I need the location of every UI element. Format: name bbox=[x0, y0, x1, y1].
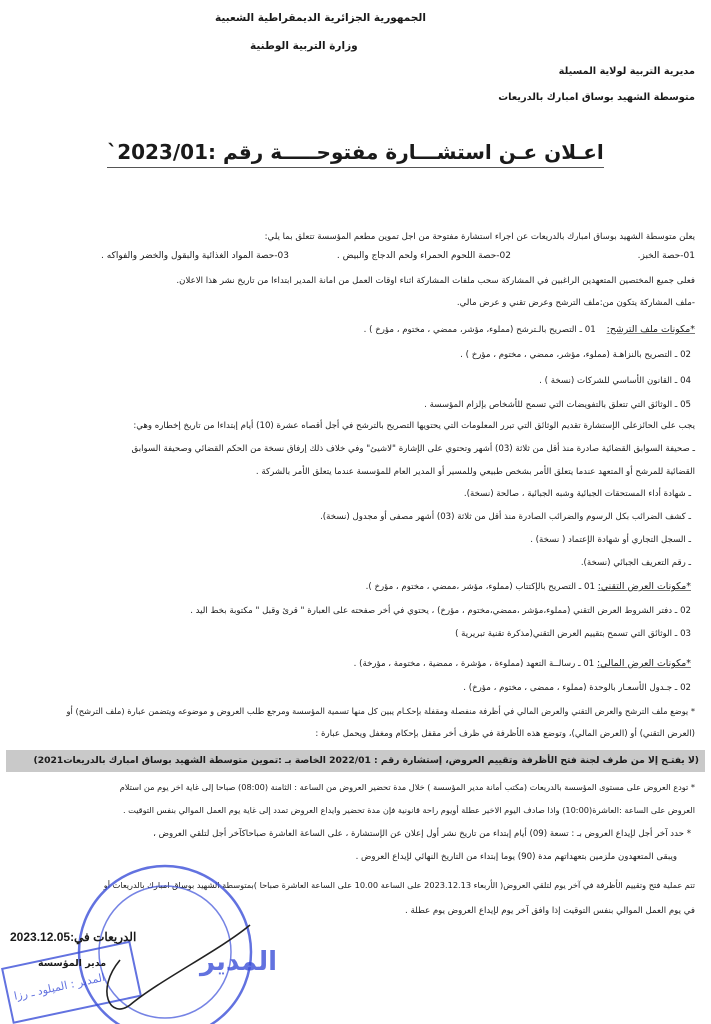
tax-certificate: ـ شهادة أداء المستحقات الجبائية وشبه الجبائية ، صالحة (نسخة). bbox=[463, 489, 691, 499]
school-name: متوسطة الشهيد بوساق امبارك بالدريعات bbox=[498, 92, 695, 103]
lot-3: 03-حصة المواد الغذائية والبقول والخضر والفواكه . bbox=[101, 251, 289, 261]
deposit-text-1: * تودع العروض على مستوى المؤسسة بالدريعات (مكتب أمانة مدير المؤسسة ) خلال مدة تحضير العروض من الساعة : الثامنة (08:00) صباحا إلى غاية اخر يوم من استلام bbox=[119, 782, 695, 792]
candidacy-item-02: 02 ـ التصريح بالنزاهـة (مملوء، مؤشر، ممضي ، مختوم ، مؤرخ ) . bbox=[460, 350, 691, 360]
envelope-text-1: * يوضع ملف الترشح والعرض التقني والعرض المالي في أظرفة منفصلة ومقفلة بإحكـام يبين كل منها تسمية المؤسسة ومرجع طلب العروض و موضوعه ويتضمن عبارة (ملف الترشح) أو bbox=[66, 706, 695, 716]
financial-heading: *مكونات العرض المالي: bbox=[596, 658, 691, 669]
technical-item-01: 01 ـ التصريح بالإكتتاب (مملوء، مؤشر ،ممضي ، مختوم ، مؤرخ ). bbox=[365, 582, 595, 592]
invite-text: فعلى جميع المختصين المتعهدين الراغبين في المشاركة سحب ملفات المشاركة اثناء اوقات العمل من امانة المدير ابتداءا من تاريخ نشر هذا الاعلان. bbox=[176, 276, 695, 286]
technical-heading: *مكونات العرض التقني: bbox=[597, 581, 691, 592]
candidacy-item-05: 05 ـ الوثائق التي تتعلق بالتفويضات التي تسمح للأشخاص بإلزام المؤسسة . bbox=[424, 400, 691, 410]
lot-2: 02-حصة اللحوم الحمراء ولحم الدجاج والبيض . bbox=[336, 251, 511, 261]
financial-section bbox=[8, 658, 691, 670]
must-text: يجب على الحائزعلى الإستشارة تقديم الوثائق التي تبرر المعلومات التي يحتويها التصريح بالترشح في أجل أقصاه عشرة (10) أيام إبتداءا من تاريخ إخطاره وهي: bbox=[133, 421, 695, 431]
deadline-text: * حدد آخر أجل لإيداع العروض بـ : تسعة (09) أيام إبتداء من تاريخ نشر أول إعلان عن الإستشارة ، على الساعة العاشرة صباحاكآخر أجل لتلقي العروض ، bbox=[153, 829, 691, 839]
directorate-name: مديرية التربية لولاية المسيلة bbox=[558, 66, 695, 77]
candidacy-section bbox=[8, 324, 695, 336]
commercial-register: ـ السجل التجاري أو شهادة الإعتماد ( نسخة) . bbox=[530, 535, 691, 545]
candidacy-item-01: 01 ـ التصريح بالـترشح (مملوء، مؤشر، ممضي ، مختوم ، مؤرخ ) . bbox=[363, 325, 596, 335]
opening-text-1: تتم عملية فتح وتقييم الأظرفة في آخر يوم لتلقي العروض( الأربعاء 2023.12.13 على الساعة 10.00 على الساعة العاشرة صباحا )بمتوسطة الشهيد بوساق امبارك بالدريعات أو bbox=[103, 880, 695, 890]
page-title bbox=[0, 140, 711, 164]
validity-text: ويبقى المتعهدون ملزمين بتعهداتهم مدة (90) يوما إبتداء من التاريخ النهائي لإيداع العروض . bbox=[355, 852, 677, 862]
candidacy-item-04: 04 ـ القانون الأساسي للشركات (نسخة ) . bbox=[539, 376, 691, 386]
financial-item-02: 02 ـ جـدول الأسعـار بالوحدة (مملوء ، ممضى ، مختوم ، مؤرخ) . bbox=[463, 683, 691, 693]
record-text-2: القضائية للمرشح أو المتعهد عندما يتعلق الأمر بشخص طبيعي وللمسير أو المدير العام للمؤسسة عندما يتعلق الأمر بالشركة . bbox=[255, 467, 695, 477]
stamp-name-text: المدير : الميلود ـ رزا bbox=[12, 970, 107, 1003]
opening-text-2: في يوم العمل الموالي بنفس التوقيت إذا وافق آخر يوم لإيداع العروض يوم عطلة . bbox=[405, 906, 695, 916]
deposit-text-2: العروض على الساعة :العاشرة(10:00) واذا صادف اليوم الاخير عطلة أويوم راحة قانونية فإن مدة تحضير وايداع العروض تمدد إلى غاية يوم العمل الموالي بنفس التوقيت . bbox=[122, 805, 695, 815]
republic-name: الجمهورية الجزائرية الديمقراطية الشعبية bbox=[215, 12, 426, 24]
financial-item-01: 01 ـ رسالــة التعهد (مملوءة ، مؤشرة ، ممضية ، مختومة ، مؤرخة) . bbox=[353, 659, 595, 669]
technical-item-02: 02 ـ دفتر الشروط العرض التقني (مملوء،مؤشر ،ممضي،مختوم ، مؤرخ) ، يحتوي في أخر صفحته على العبارة " قرئ وقبل " مكتوبة بخط اليد . bbox=[190, 606, 691, 616]
ministry-name: وزارة التربية الوطنية bbox=[250, 40, 358, 52]
signatory-title: مدير المؤسسة bbox=[38, 958, 107, 969]
envelope-text-2: (العرض التقني) أو (العرض المالي)، وتوضع هذه الأظرفة في ظرف أخر مقفل بإحكام ومغفل ويحمل عبارة : bbox=[315, 729, 695, 739]
technical-item-03: 03 ـ الوثائق التي تسمح بتقييم العرض التقني(مذكرة تقنية تبريرية ) bbox=[455, 629, 691, 639]
envelope-label: (لا يفتـح إلا من طرف لجنة فتح الأظرفة وتقييم العروض، إستشارة رقم : 2022/01 الخاصة بـ :تموين متوسطة الشهيد بوساق امبارك بالدريعات2021) bbox=[33, 755, 699, 766]
lot-1: 01-حصة الخبز. bbox=[637, 251, 695, 261]
intro-text: يعلن متوسطة الشهيد بوساق امبارك بالدريعات عن اجراء استشارة مفتوحة من اجل تموين مطعم المؤسسة تتعلق بما يلي: bbox=[264, 232, 695, 242]
tax-statement: ـ كشف الضرائب بكل الرسوم والضرائب الصادرة منذ أقل من ثلاثة (03) أشهر مصفى أو مجدول (نسخة). bbox=[320, 512, 691, 522]
tax-id: ـ رقم التعريف الجبائي (نسخة). bbox=[580, 558, 691, 568]
candidacy-heading: *مكونات ملف الترشح: bbox=[606, 324, 695, 335]
file-text: -ملف المشاركة يتكون من:ملف الترشح وعرض تقني و عرض مالي. bbox=[456, 298, 695, 308]
record-text-1: ـ صحيفة السوابق القضائية صادرة منذ أقل من ثلاثة (03) أشهر وتحتوي على الإشارة "لاشيئ" وفي خلاف ذلك إرفاق نسخة من الحكم القضائي وصحيفة السوابق bbox=[131, 444, 695, 454]
technical-section bbox=[8, 581, 691, 593]
stamp-center-text: المدير bbox=[200, 947, 278, 977]
title-text: اعـلان عـن استشـــارة مفتوحـــــة رقم :2023/01` bbox=[107, 140, 604, 168]
issue-date: الدريعات في:2023.12.05 bbox=[10, 930, 137, 944]
